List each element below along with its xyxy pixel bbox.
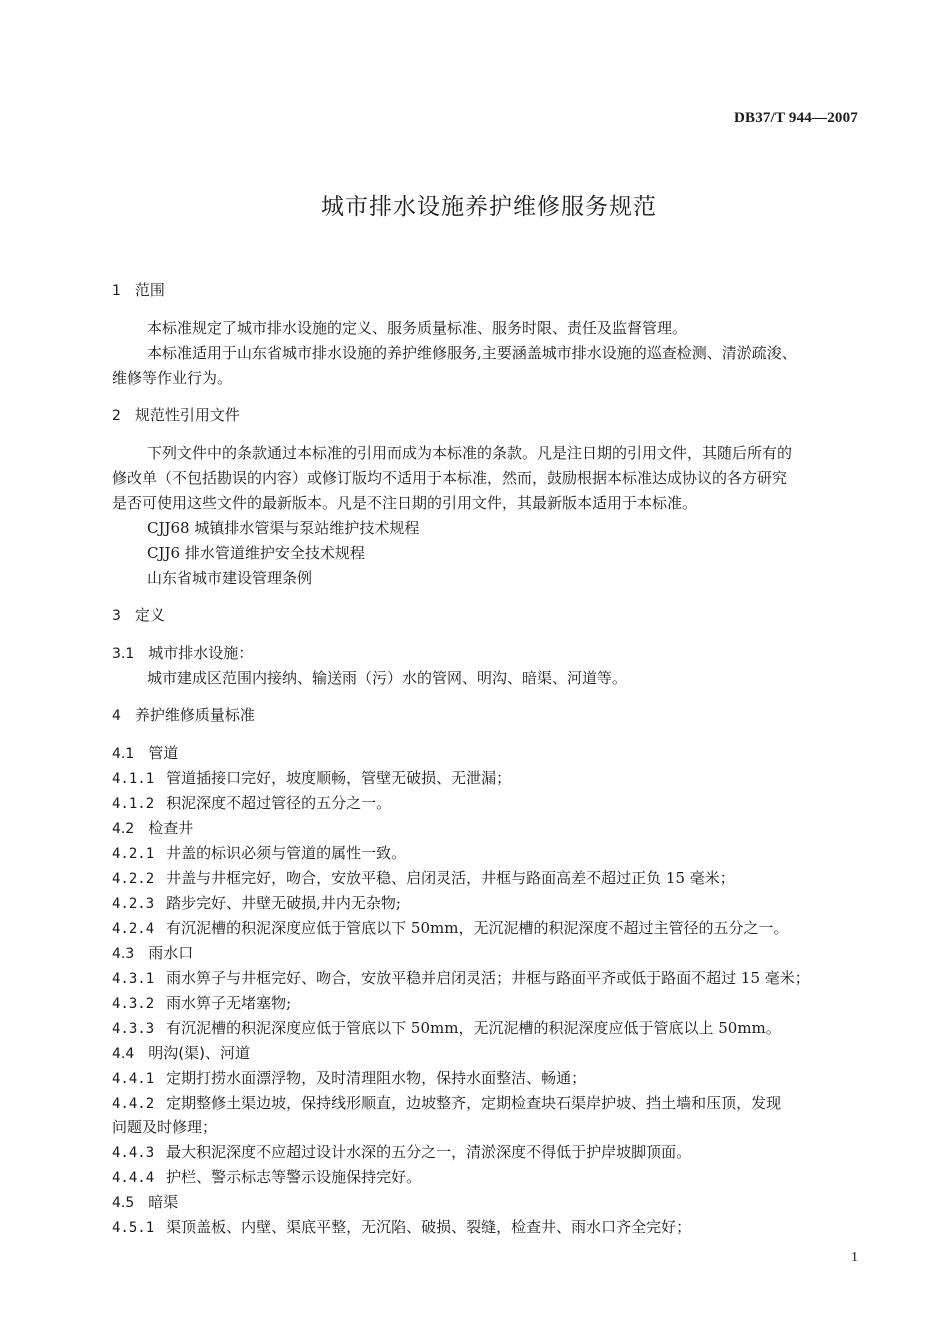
document-title: 城市排水设施养护维修服务规范 — [321, 194, 657, 220]
clause-item — [112, 1018, 781, 1039]
clause-item — [112, 1068, 586, 1089]
section-title: 养护维修质量标准 — [134, 706, 255, 724]
section-title: 规范性引用文件 — [134, 406, 240, 424]
clause-number: 4.4.2 — [112, 1096, 155, 1112]
subsection-title: 暗渠 — [148, 1193, 179, 1211]
subsection-title: 雨水口 — [148, 944, 194, 962]
clause-item — [112, 893, 401, 914]
standard-code: DB37/T 944—2007 — [734, 110, 858, 126]
section-number: 3 — [112, 608, 121, 624]
section-2-heading — [112, 405, 240, 426]
clause-text: 踏步完好、井壁无破损,井内无杂物; — [166, 894, 401, 912]
clause-item — [112, 1093, 781, 1114]
clause-number: 4.3.2 — [112, 996, 155, 1012]
subsection-number: 4.1 — [112, 746, 135, 762]
clause-text: 有沉泥槽的积泥深度应低于管底以下 50mm，无沉泥槽的积泥深度不超过主管径的五分之一。 — [166, 919, 789, 937]
clause-text: 有沉泥槽的积泥深度应低于管底以下 50mm，无沉泥槽的积泥深度应低于管底以上 50mm。 — [166, 1019, 781, 1037]
reference-item: CJJ6 排水管道维护安全技术规程 — [147, 544, 365, 562]
subsection-title: 明沟(渠)、河道 — [148, 1044, 250, 1062]
clause-item — [112, 918, 788, 939]
subsection-number: 4.2 — [112, 821, 135, 837]
section-number: 2 — [112, 408, 121, 424]
clause-text: 管道插接口完好，坡度顺畅，管壁无破损、无泄漏； — [166, 769, 512, 787]
section-title: 范围 — [134, 281, 165, 299]
paragraph: 下列文件中的条款通过本标准的引用而成为本标准的条款。凡是注日期的引用文件，其随后所有的 — [147, 444, 793, 462]
clause-number: 4.2.1 — [112, 846, 155, 862]
clause-item — [112, 868, 735, 889]
subsection-heading — [112, 943, 193, 964]
clause-number: 4.2.4 — [112, 921, 155, 937]
subsection-number: 4.4 — [112, 1046, 135, 1062]
clause-number: 4.1.2 — [112, 796, 155, 812]
clause-item — [112, 1142, 691, 1163]
subsection-heading — [112, 818, 193, 839]
subsection-title: 检查井 — [148, 819, 194, 837]
clause-item — [112, 793, 391, 814]
section-1-heading — [112, 280, 165, 301]
subsection-number: 4.5 — [112, 1195, 135, 1211]
subsection-heading — [112, 643, 253, 664]
clause-item — [112, 843, 406, 864]
clause-text: 雨水箅子无堵塞物; — [166, 994, 292, 1012]
section-title: 定义 — [134, 606, 165, 624]
section-number: 1 — [112, 283, 121, 299]
clause-text: 井盖的标识必须与管道的属性一致。 — [166, 844, 407, 862]
subsection-heading — [112, 743, 178, 764]
clause-number: 4.2.2 — [112, 871, 155, 887]
subsection-number: 3.1 — [112, 646, 135, 662]
clause-number: 4.1.1 — [112, 771, 155, 787]
paragraph-continuation: 是否可使用这些文件的最新版本。凡是不注日期的引用文件，其最新版本适用于本标准。 — [112, 494, 698, 512]
clause-item — [112, 768, 511, 789]
clause-text: 定期整修土渠边坡，保持线形顺直，边坡整齐，定期检查块石渠岸护坡、挡土墙和压顶，发现 — [166, 1094, 782, 1112]
paragraph: 本标准适用于山东省城市排水设施的养护维修服务,主要涵盖城市排水设施的巡查检测、清淤疏浚、 — [147, 344, 797, 362]
clause-text: 井盖与井框完好，吻合，安放平稳、启闭灵活，井框与路面高差不超过正负 15 毫米； — [166, 869, 735, 887]
subsection-title: 管道 — [148, 744, 179, 762]
paragraph-continuation: 修改单（不包括勘误的内容）或修订版均不适用于本标准，然而，鼓励根据本标准达成协议的各方研究 — [112, 469, 788, 487]
subsection-heading — [112, 1192, 178, 1213]
clause-item — [112, 993, 291, 1014]
clause-continuation: 问题及时修理； — [112, 1118, 218, 1136]
section-4-heading — [112, 705, 255, 726]
clause-number: 4.2.3 — [112, 896, 155, 912]
clause-item — [112, 1167, 421, 1188]
section-number: 4 — [112, 708, 121, 724]
reference-item: 山东省城市建设管理条例 — [147, 569, 313, 587]
clause-text: 渠顶盖板、内壁、渠底平整，无沉陷、破损、裂缝，检查井、雨水口齐全完好； — [166, 1218, 692, 1236]
clause-number: 4.3.1 — [112, 971, 155, 987]
definition-text: 城市建成区范围内接纳、输送雨（污）水的管网、明沟、暗渠、河道等。 — [147, 669, 628, 687]
subsection-title: 城市排水设施： — [148, 644, 254, 662]
page-number: 1 — [851, 1250, 858, 1265]
clause-text: 护栏、警示标志等警示设施保持完好。 — [166, 1168, 422, 1186]
clause-text: 雨水箅子与井框完好、吻合，安放平稳并启闭灵活；井框与路面平齐或低于路面不超过 15 毫米； — [166, 969, 810, 987]
clause-number: 4.4.1 — [112, 1071, 155, 1087]
subsection-number: 4.3 — [112, 946, 135, 962]
clause-number: 4.3.3 — [112, 1021, 155, 1037]
clause-item — [112, 1217, 691, 1238]
clause-text: 最大积泥深度不应超过设计水深的五分之一，清淤深度不得低于护岸坡脚顶面。 — [166, 1143, 692, 1161]
reference-item: CJJ68 城镇排水管渠与泵站维护技术规程 — [147, 519, 420, 537]
clause-item — [112, 968, 810, 989]
clause-text: 积泥深度不超过管径的五分之一。 — [166, 794, 392, 812]
clause-number: 4.4.4 — [112, 1170, 155, 1186]
subsection-heading — [112, 1043, 250, 1064]
paragraph-continuation: 维修等作业行为。 — [112, 369, 233, 387]
clause-text: 定期打捞水面漂浮物，及时清理阻水物，保持水面整洁、畅通； — [166, 1069, 587, 1087]
clause-number: 4.4.3 — [112, 1145, 155, 1161]
clause-number: 4.5.1 — [112, 1220, 155, 1236]
paragraph: 本标准规定了城市排水设施的定义、服务质量标准、服务时限、责任及监督管理。 — [147, 319, 688, 337]
section-3-heading — [112, 605, 165, 626]
